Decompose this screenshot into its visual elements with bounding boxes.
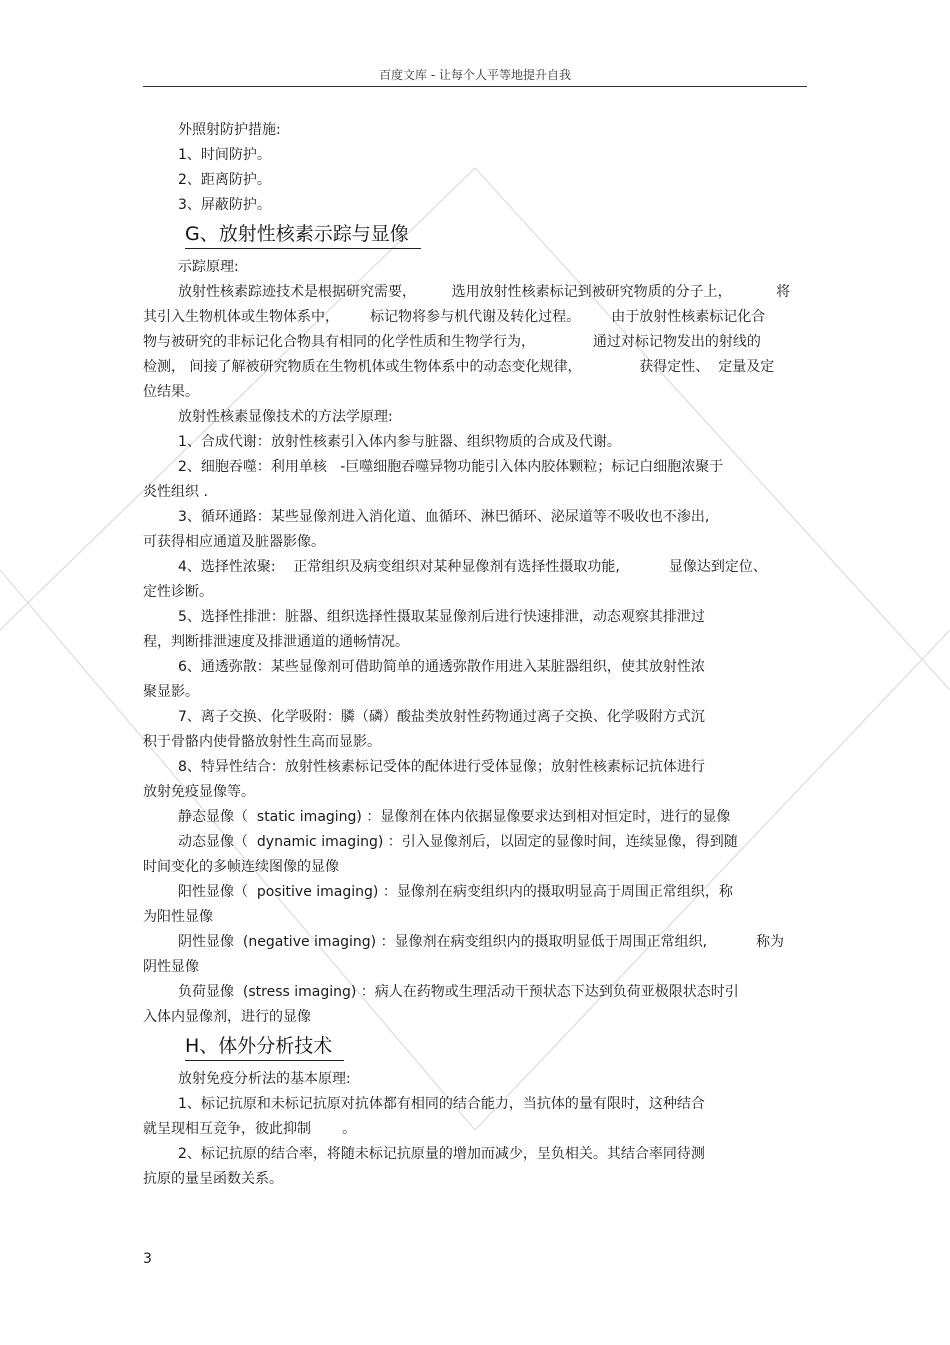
text-line: 物与被研究的非标记化合物具有相同的化学性质和生物学行为， 通过对标记物发出的射线的 — [143, 334, 761, 350]
text-line: 示踪原理: — [178, 259, 239, 275]
text-line: 抗原的量呈函数关系。 — [143, 1171, 283, 1187]
text-line: 4、选择性浓聚: 正常组织及病变组织对某种显像剂有选择性摄取功能, 显像达到定位、 — [178, 559, 767, 575]
text-line: 8、特异性结合：放射性核素标记受体的配体进行受体显像；放射性核素标记抗体进行 — [178, 759, 705, 775]
text-line: 阴性显像 (negative imaging) ：显像剂在病变组织内的摄取明显低于周围正常组织, 称为 — [178, 934, 784, 950]
text-line: 其引入生物机体或生物体系中， 标记物将参与机代谢及转化过程。 由于放射性核素标记化合 — [143, 309, 766, 325]
text-line: 1、标记抗原和未标记抗原对抗体都有相同的结合能力，当抗体的量有限时，这种结合 — [178, 1096, 705, 1112]
text-line: 入体内显像剂，进行的显像 — [143, 1009, 311, 1025]
text-line: 位结果。 — [143, 384, 199, 400]
text-line: 负荷显像 (stress imaging) ：病人在药物或生理活动干预状态下达到负荷亚极限状态时引 — [178, 984, 739, 1000]
text-line: 阴性显像 — [143, 959, 199, 975]
text-line: 可获得相应通道及脏器影像。 — [143, 534, 325, 550]
text-line: 放射性核素显像技术的方法学原理: — [178, 409, 393, 425]
text-line: 3、屏蔽防护。 — [178, 197, 271, 213]
text-line: 动态显像（ dynamic imaging) ：引入显像剂后，以固定的显像时间，连续显像，得到随 — [178, 834, 738, 850]
text-line: 阳性显像（ positive imaging) ：显像剂在病变组织内的摄取明显高于周围正常组织，称 — [178, 884, 733, 900]
section-heading: G、放射性核素示踪与显像 — [185, 220, 421, 249]
text-line: 为阳性显像 — [143, 909, 213, 925]
text-line: 炎性组织 . — [143, 484, 208, 500]
text-line: 静态显像（ static imaging) ：显像剂在体内依据显像要求达到相对恒定时，进行的显像 — [178, 809, 731, 825]
text-line: 1、时间防护。 — [178, 147, 271, 163]
text-line: 放射性核素踪迹技术是根据研究需要， 选用放射性核素标记到被研究物质的分子上， 将 — [178, 284, 791, 300]
text-line: 2、距离防护。 — [178, 172, 271, 188]
text-line: 5、选择性排泄：脏器、组织选择性摄取某显像剂后进行快速排泄，动态观察其排泄过 — [178, 609, 705, 625]
page-number: 3 — [143, 1251, 152, 1267]
text-line: 聚显影。 — [143, 684, 199, 700]
text-line: 检测， 间接了解被研究物质在生物机体或生物体系中的动态变化规律， 获得定性、 定量及定 — [143, 359, 775, 375]
text-line: 1、合成代谢：放射性核素引入体内参与脏器、组织物质的合成及代谢。 — [178, 434, 621, 450]
text-line: 2、标记抗原的结合率，将随未标记抗原量的增加而减少，呈负相关。其结合率同待测 — [178, 1146, 705, 1162]
text-line: 2、细胞吞噬：利用单核 -巨噬细胞吞噬异物功能引入体内胶体颗粒；标记白细胞浓聚于 — [178, 459, 724, 475]
text-line: 程，判断排泄速度及排泄通道的通畅情况。 — [143, 634, 409, 650]
page-header: 百度文库 - 让每个人平等地提升自我 — [143, 66, 807, 87]
section-heading: H、体外分析技术 — [185, 1032, 344, 1061]
text-line: 外照射防护措施: — [178, 122, 281, 138]
text-line: 时间变化的多帧连续图像的显像 — [143, 859, 339, 875]
text-line: 就呈现相互竞争，彼此抑制 。 — [143, 1121, 357, 1137]
text-line: 积于骨骼内使骨骼放射性生高而显影。 — [143, 734, 381, 750]
text-line: 6、通透弥散：某些显像剂可借助简单的通透弥散作用进入某脏器组织，使其放射性浓 — [178, 659, 705, 675]
text-line: 3、循环通路：某些显像剂进入消化道、血循环、淋巴循环、泌尿道等不吸收也不渗出, — [178, 509, 710, 525]
document-body — [143, 118, 807, 1192]
text-line: 放射免疫显像等。 — [143, 784, 255, 800]
text-line: 定性诊断。 — [143, 584, 213, 600]
text-line: 放射免疫分析法的基本原理: — [178, 1071, 351, 1087]
text-line: 7、离子交换、化学吸附：膦（磷）酸盐类放射性药物通过离子交换、化学吸附方式沉 — [178, 709, 705, 725]
